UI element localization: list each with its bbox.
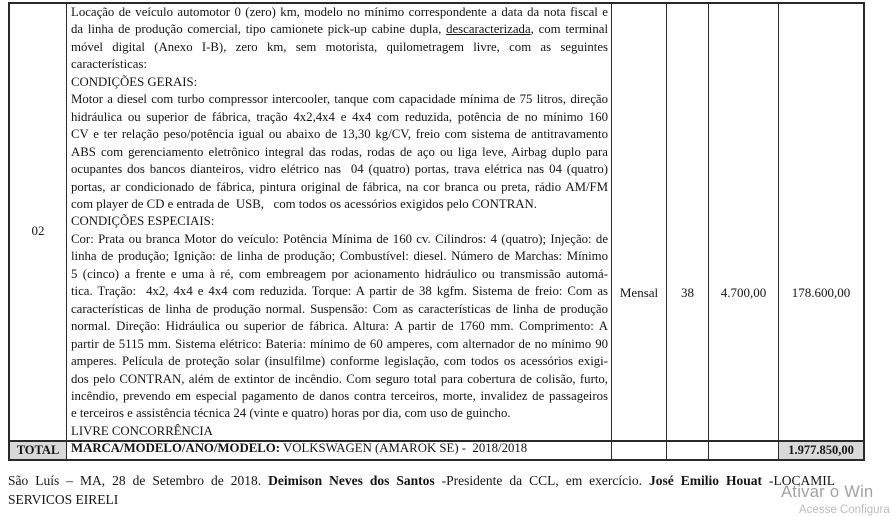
- description-line: [71, 126, 608, 143]
- text-segment: Cor: Prata ou branca Motor do veículo: Potência Mínima de 160 cv. Cilindros: 4 (quatro); Injeção: de: [71, 231, 608, 246]
- description-line: [71, 266, 608, 283]
- text-segment: 5 (cinco) a frente e uma à ré, com embreagem por acionamento hidráulico ou transmissão automá-: [71, 266, 608, 281]
- description-line: [71, 371, 608, 388]
- text-segment: Locação de veículo automotor 0 (zero) km, modelo no mínimo correspondente a data da nota fiscal e: [71, 5, 608, 19]
- text-segment: MARCA/MODELO/ANO/MODELO:: [71, 441, 281, 456]
- text-segment: hidráulica ou superior de fábrica, tração 4x2,4x4 e 4x4 com reduzida, potência de no mínimo 160: [71, 109, 608, 124]
- total-empty-periodicity-cell: [612, 442, 667, 459]
- text-segment: portas, ar condicionado de fábrica, pintura original de fábrica, na cor branca ou preta, rádio AM/FM: [71, 179, 608, 194]
- text-segment: da linha de produção comercial, tipo camionete pick-up cabine dupla,: [71, 22, 447, 37]
- total-label-cell: TOTAL: [10, 442, 67, 459]
- closing-paragraph: [8, 471, 835, 509]
- description-line: [71, 231, 608, 248]
- text-segment: CV e ter relação peso/potência igual ou abaixo de 13,30 kg/CV, freio com sistema de antitravamento: [71, 127, 608, 142]
- line-total-value: 178.600,00: [791, 285, 851, 300]
- grand-total-cell: 1.977.850,00: [779, 442, 863, 459]
- total-empty-quantity-cell: [667, 442, 709, 459]
- unit-price-cell: [709, 4, 779, 440]
- text-segment: dos pelo CONTRAN, além de extintor de incêndio. Com seguro total para cobertura de colisão, furto,: [71, 371, 608, 386]
- line-total-cell: [779, 4, 863, 440]
- text-segment: e terceiros e assistência técnica 24 (vinte e quatro) horas por dia, com uso de guincho.: [71, 406, 511, 421]
- description-line: [71, 213, 608, 230]
- description-line: [71, 91, 608, 108]
- item-description-text: [67, 4, 611, 458]
- description-line: [71, 74, 608, 91]
- item-number-cell: [10, 4, 67, 440]
- description-line: [71, 423, 608, 440]
- description-line: [71, 39, 612, 74]
- total-empty-unit-price-cell: [709, 442, 779, 459]
- quantity-value: 38: [681, 285, 694, 300]
- text-segment: Deimison Neves dos Santos: [268, 473, 442, 488]
- item-number: 02: [31, 223, 45, 238]
- text-segment: linha de produção; Ignição: de linha de produção; Combustível: diesel. Número de Marchas: Mínimo: [71, 249, 608, 264]
- items-table: [8, 2, 865, 461]
- description-line: [71, 301, 608, 318]
- text-segment: tica. Tração: 4x2, 4x4 e 4x4 com reduzida. Torque: A partir de 38 kgfm. Sistema de freio: Com as: [71, 284, 608, 299]
- text-segment: ABS com gerenciamento eletrônico integral das rodas, rodas de aço ou liga leve, Airbag duplo para: [71, 144, 608, 159]
- description-line: [71, 283, 608, 300]
- text-segment: -LOCAMIL: [769, 473, 835, 488]
- quantity-cell: [667, 4, 709, 440]
- text-segment: Motor a diesel com turbo compressor intercooler, tanque com capacidade mínima de 75 litros, direção: [71, 92, 608, 107]
- description-line: [71, 318, 608, 335]
- text-segment: ocupantes dos bancos dianteiros, vidro elétrico nas 04 (quatro) portas, trava elétrica nas 04 (quatro): [71, 162, 608, 177]
- periodicity-value: Mensal: [619, 285, 659, 300]
- text-segment: -Presidente da CCL, em exercício.: [441, 473, 650, 488]
- description-line: [71, 21, 608, 38]
- text-segment: VOLKSWAGEN (AMAROK SE) - 2018/2018: [280, 441, 528, 456]
- text-segment: São Luís – MA, 28 de Setembro de 2018.: [8, 473, 269, 488]
- text-segment: normal. Direção: Hidráulica ou superior de fábrica. Altura: A partir de 1760 mm. Comprimento: A: [71, 319, 608, 334]
- text-segment: descaracterizada: [446, 22, 531, 37]
- windows-activation-watermark: [781, 483, 890, 516]
- text-segment: CONDIÇÕES ESPECIAIS:: [71, 214, 215, 229]
- text-segment: incêndio, prevendo em especial pagamento de danos contra terceiros, morte, invalidez de passageiros: [71, 388, 608, 403]
- total-row: [10, 442, 863, 459]
- text-segment: José Emilio Houat: [649, 473, 769, 488]
- text-segment: , com terminal: [530, 22, 608, 37]
- text-segment: LIVRE CONCORRÊNCIA: [71, 423, 213, 438]
- description-line: [71, 109, 608, 126]
- text-segment: amperes. Película de proteção solar (insulfilme) conforme legislação, com todos os acessórios exigi-: [71, 354, 608, 369]
- description-line: [71, 144, 608, 161]
- description-line: [71, 405, 608, 422]
- description-line: [71, 196, 608, 213]
- activation-watermark-subtitle: Acesse Configura: [799, 504, 890, 516]
- text-segment: CONDIÇÕES GERAIS:: [71, 74, 198, 89]
- text-segment: partir de 5115 mm. Sistema elétrico: Bateria: mínimo de 60 amperes, com alternador de no mínimo 90: [71, 336, 608, 351]
- description-line: [71, 248, 608, 265]
- text-segment: com player de CD e entrada de USB, com todos os acessórios exigidos pelo CONTRAN.: [71, 196, 537, 211]
- unit-price-value: 4.700,00: [720, 285, 767, 300]
- description-line: [71, 336, 608, 353]
- description-line: [71, 4, 608, 21]
- description-line: [71, 388, 608, 405]
- closing-line-2: SERVICOS EIRELI: [8, 492, 119, 507]
- periodicity-cell: [612, 4, 667, 440]
- total-empty-description-cell: [67, 442, 612, 459]
- item-description-cell: [67, 4, 612, 456]
- activation-watermark-title: Ativar o Win: [781, 483, 874, 501]
- description-line: [71, 161, 608, 178]
- description-line: [71, 179, 608, 196]
- text-segment: móvel digital (Anexo I-B), zero km, sem motorista, quilometragem livre, com as seguintes características:: [71, 39, 612, 72]
- text-segment: características de linha de produção normal. Suspensão: Com as características de linha de produção: [71, 301, 608, 316]
- description-line: [71, 353, 608, 370]
- closing-line-1: [8, 471, 835, 490]
